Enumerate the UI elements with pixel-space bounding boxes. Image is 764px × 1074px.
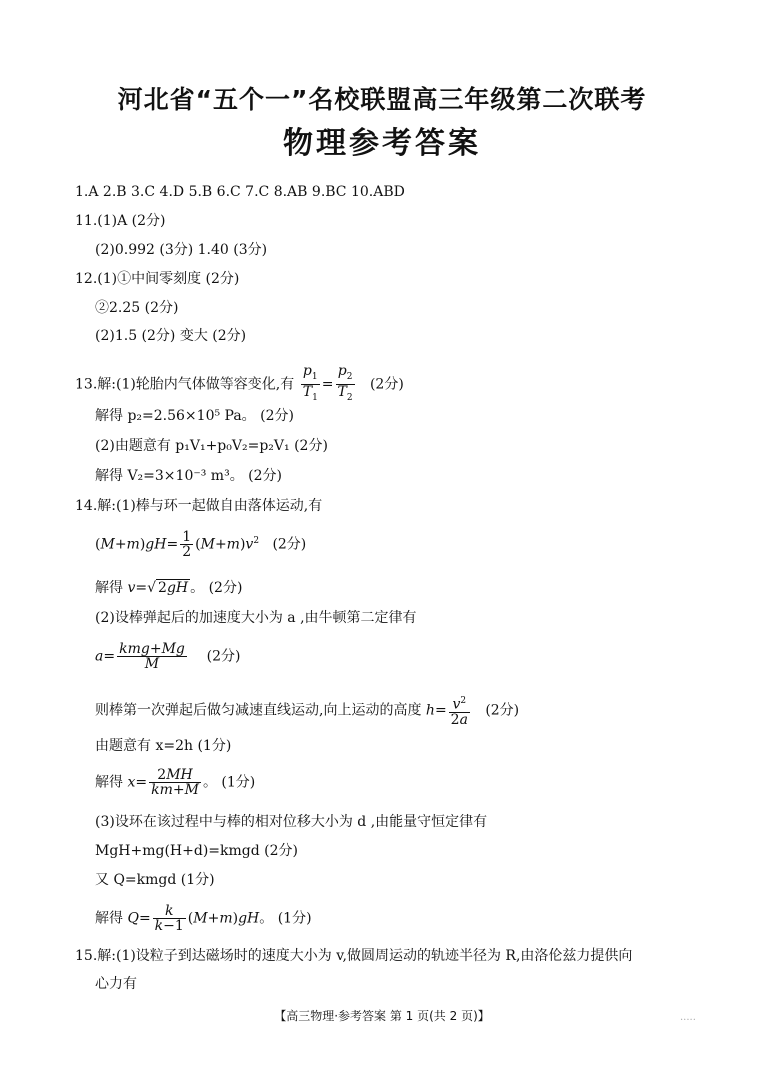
fraction-displacement: $\frac{2MH}{km+M}$ [151,767,199,798]
q14-line4: (2)设棒弹起后的加速度大小为 a ,由牛顿第二定律有 [95,610,417,626]
page-subtitle: 物理参考答案 [283,126,481,161]
q14-line5: a= $\frac{\text{kmg+Mg}}{M}$ (2分) [95,641,241,672]
fraction-acceleration: $\frac{\text{kmg+Mg}}{M}$ [119,641,185,672]
q12-line1: 12.(1)①中间零刻度 (2分) [75,271,240,287]
q14-line8-score: 。 (1分) [202,774,256,791]
q14-line10: MgH+mg(H+d)=kmgd (2分) [95,843,298,859]
q14-line5-score: (2分) [206,648,241,665]
footer-mark: ..... [680,1012,696,1023]
q12-line3: (2)1.5 (2分) 变大 (2分) [95,328,247,344]
q13-line1-text: 13.解:(1)轮胎内气体做等容变化,有 [75,376,295,393]
q14-line3-text: 解得 [95,580,123,596]
fraction-height: $\frac{v^2}{2a}$ [450,696,468,728]
page-footer: 【高三物理·参考答案 第 1 页(共 2 页)】 [274,1009,490,1023]
q13-line3: (2)由题意有 p₁V₁+p₀V₂=p₂V₁ (2分) [95,438,328,454]
sqrt-2gh: 2gH [158,580,189,596]
q14-line1: 14.解:(1)棒与环一起做自由落体运动,有 [75,498,323,514]
q14-line3: 解得 v=√ 2gH 。 (2分) [95,580,243,596]
q13-line4: 解得 V₂=3×10⁻³ m³。 (2分) [95,468,282,484]
q14-line9: (3)设环在该过程中与棒的相对位移大小为 d ,由能量守恒定律有 [95,814,488,830]
q14-line8: 解得 x= $\frac{2MH}{km+M}$ 。 (1分) [95,767,256,798]
q14-line11: 又 Q=kmgd (1分) [95,872,215,888]
q12-line2: ②2.25 (2分) [95,300,179,316]
mc-answers: 1.A 2.B 3.C 4.D 5.B 6.C 7.C 8.AB 9.BC 10.ABD [75,184,405,200]
q14-line12-text: 解得 [95,910,123,927]
fraction-p1-over-t1: $\frac{p_1}{T_1}$ [302,363,318,403]
q14-line7: 由题意有 x=2h (1分) [95,738,232,754]
q14-line12: 解得 Q= $\frac{k}{k-1}$ (M+m)gH。 (1分) [95,903,312,934]
q14-line3-score: 。 (2分) [190,580,243,596]
q13-line1: 13.解:(1)轮胎内气体做等容变化,有 $\frac{p_1}{T_1}$ = $\frac{p_2}{T_2}$ (2分) [75,363,404,403]
q13-line1-score: (2分) [369,376,404,393]
q14-line8-text: 解得 [95,774,123,791]
q13-line2: 解得 p₂=2.56×10⁵ Pa。 (2分) [95,408,294,424]
q11-line2: (2)0.992 (3分) 1.40 (3分) [95,242,268,258]
q14-line6-text: 则棒第一次弹起后做匀减速直线运动,向上运动的高度 [95,702,422,719]
fraction-p2-over-t2: $\frac{p_2}{T_2}$ [337,363,353,403]
page-title: 河北省“五个一”名校联盟高三年级第二次联考 [117,85,647,114]
q15-line1: 15.解:(1)设粒子到达磁场时的速度大小为 v,做圆周运动的轨迹半径为 R,由洛伦兹力提供向 [75,948,633,964]
q14-line6-score: (2分) [485,702,520,719]
q14-line12-score: 。 (1分) [259,910,312,927]
q14-line2: (M+m)gH= $\frac{1}{2}$ $(M+m)v^2$ (2分) [95,529,307,560]
q11-line1: 11.(1)A (2分) [75,213,166,229]
fraction-k-over-k-minus-1: $\frac{k}{k-1}$ [154,903,184,934]
q14-line6: 则棒第一次弹起后做匀减速直线运动,向上运动的高度 h= $\frac{v^2}{2a}$ (2分) [95,696,520,728]
q14-line2-score: (2分) [272,536,307,553]
fraction-one-half: $\frac{1}{2}$ [182,529,192,560]
q15-line2: 心力有 [95,976,137,992]
